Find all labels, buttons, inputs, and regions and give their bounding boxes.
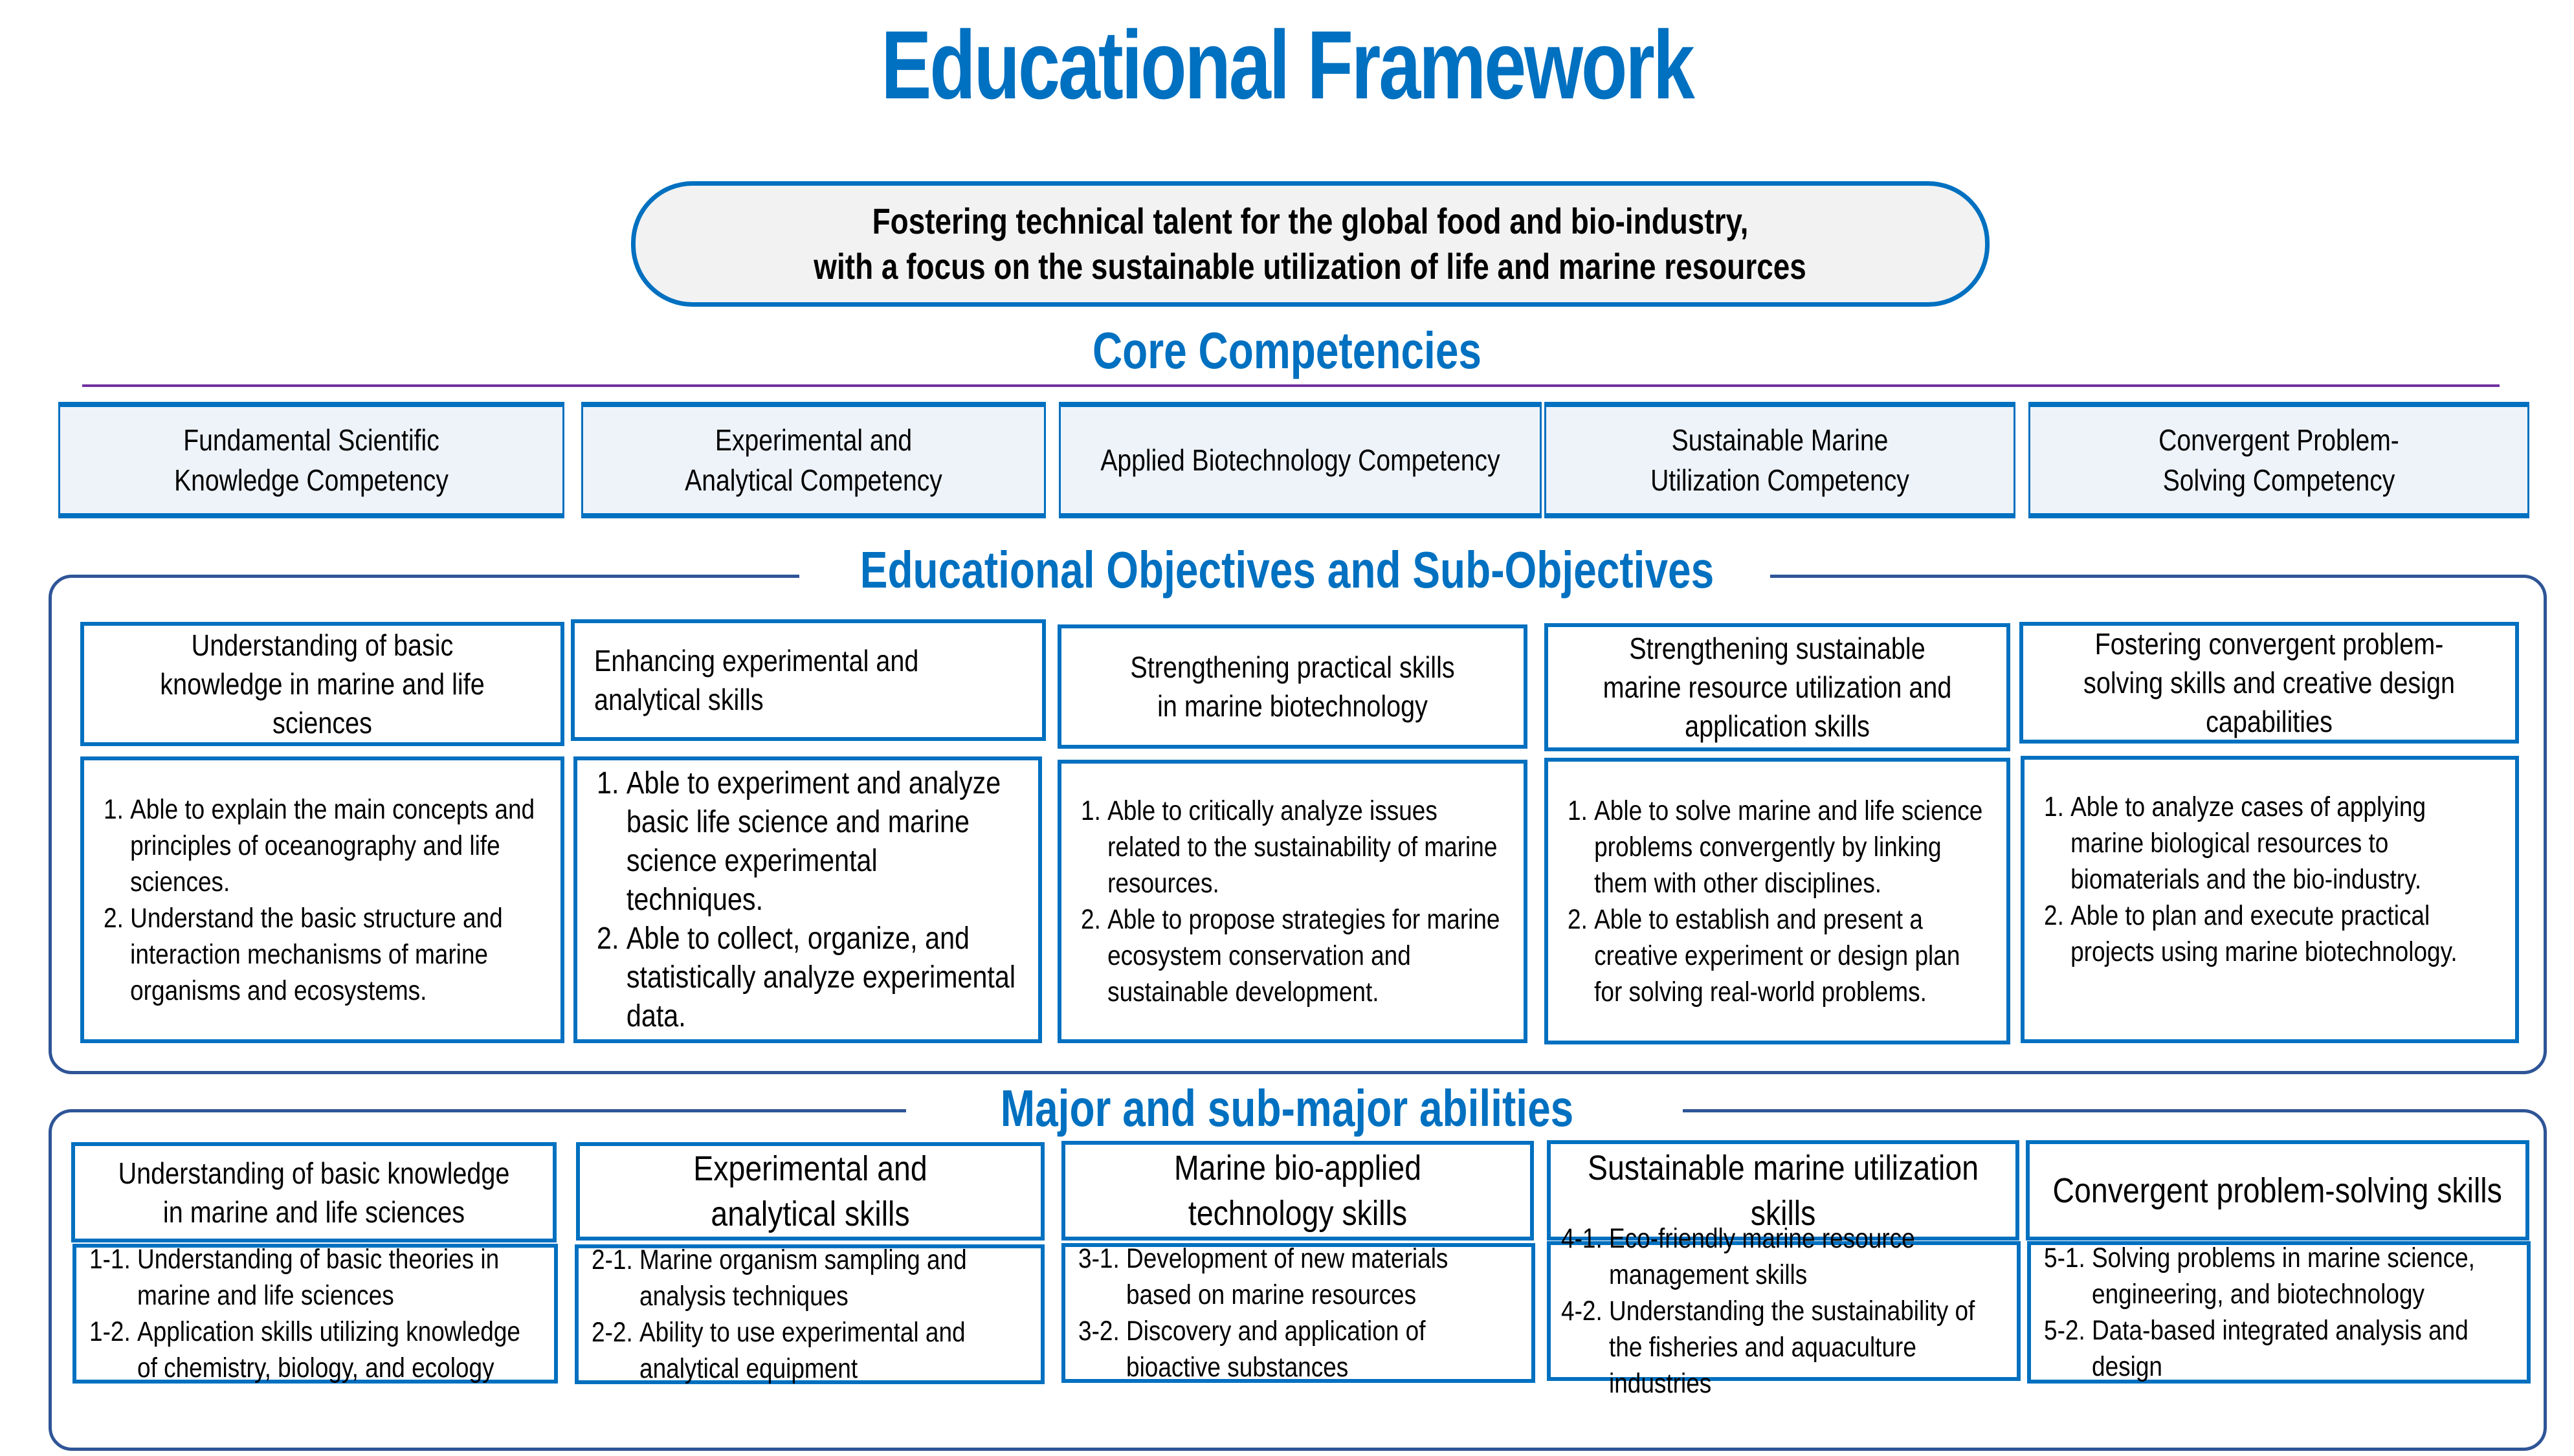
ability-list-5 [2027, 1241, 2531, 1384]
list-item [597, 764, 1017, 920]
list-item [104, 900, 540, 1009]
objective-title-4 [1544, 623, 2010, 751]
item-number: 2-2. [592, 1317, 640, 1348]
item-number: 1. [104, 793, 131, 825]
item-text: Understanding of basic theories in marine and life sciences [137, 1244, 500, 1311]
objective-list-2 [573, 756, 1042, 1043]
item-number: 4-2. [1561, 1296, 1610, 1327]
objective-title-text: Enhancing experimental and analytical skills [594, 644, 919, 716]
item-text: Data-based integrated analysis and design [2092, 1315, 2469, 1382]
page-title: Educational Framework [881, 10, 1693, 119]
item-number: 2-1. [592, 1244, 640, 1275]
ability-title-2 [576, 1142, 1045, 1241]
ability-list-1 [72, 1244, 558, 1384]
core-competency-label: Convergent Problem-Solving Competency [2158, 423, 2399, 497]
item-text: Eco-friendly marine resource management skills [1609, 1223, 1915, 1290]
item-number: 5-2. [2044, 1315, 2092, 1346]
core-competency-label: Applied Biotechnology Competency [1100, 443, 1500, 477]
core-competency-4 [1544, 402, 2015, 518]
item-text: Understanding the sustainability of the fisheries and aquaculture industries [1609, 1296, 1975, 1399]
objective-title-1 [80, 622, 564, 746]
item-text: Discovery and application of bioactive substances [1126, 1316, 1426, 1383]
item-text: Marine organism sampling and analysis techniques [639, 1244, 967, 1312]
list-item [597, 920, 1017, 1036]
list-item [2044, 1312, 2513, 1385]
list-item [2044, 789, 2494, 898]
item-text: Solving problems in marine science, engineering, and biotechnology [2092, 1242, 2475, 1310]
item-number: 1-1. [89, 1244, 138, 1275]
list-item [592, 1314, 1026, 1387]
core-competency-1 [58, 402, 564, 518]
objective-title-2 [571, 619, 1046, 741]
item-number: 1-2. [89, 1316, 138, 1347]
list-item [1568, 793, 1986, 901]
objective-title-text: Strengthening sustainable marine resource utilization and application skills [1603, 632, 1952, 743]
item-text: Ability to use experimental and analytical equipment [639, 1317, 966, 1384]
item-text: Able to solve marine and life science problems convergently by linking them with other disciplines. [1594, 795, 1983, 899]
list-item [89, 1241, 540, 1314]
ability-title-text: Sustainable marine utilization skills [1587, 1148, 1979, 1233]
ability-title-text: Convergent problem-solving skills [2052, 1171, 2503, 1210]
core-competency-label: Experimental and Analytical Competency [685, 423, 942, 497]
core-competency-3 [1059, 402, 1542, 518]
item-text: Able to explain the main concepts and principles of oceanography and life sciences. [130, 793, 535, 898]
item-text: Able to establish and present a creative experiment or design plan for solving real-world problems. [1594, 903, 1960, 1008]
ability-title-text: Experimental and analytical skills [693, 1149, 927, 1233]
item-text: Able to critically analyze issues related to the sustainability of marine resources. [1107, 795, 1498, 899]
section-divider [82, 384, 2500, 387]
objective-list-3 [1058, 760, 1527, 1043]
core-competency-label: Sustainable Marine Utilization Competency [1650, 423, 1909, 497]
item-number: 4-1. [1561, 1223, 1610, 1254]
list-item [104, 791, 540, 900]
ability-title-1 [71, 1142, 557, 1242]
core-competencies-heading: Core Competencies [1092, 322, 1482, 379]
mission-line-2: with a focus on the sustainable utilization of life and marine resources [814, 246, 1807, 287]
mission-line-1: Fostering technical talent for the global food and bio-industry, [872, 201, 1749, 241]
item-text: Able to plan and execute practical projects using marine biotechnology. [2070, 900, 2458, 967]
item-text: Able to experiment and analyze basic life science and marine science experimental techniques. [626, 766, 1001, 917]
list-item [89, 1314, 540, 1386]
list-item [1568, 901, 1986, 1010]
item-text: Able to propose strategies for marine ecosystem conservation and sustainable development. [1107, 904, 1500, 1008]
ability-list-2 [575, 1244, 1045, 1384]
item-number: 1. [2044, 791, 2071, 822]
objective-list-1 [80, 756, 564, 1043]
ability-title-3 [1061, 1141, 1534, 1241]
item-number: 3-1. [1078, 1243, 1127, 1274]
item-number: 2. [1568, 903, 1595, 935]
item-number: 5-1. [2044, 1242, 2092, 1274]
item-number: 2. [1081, 904, 1108, 935]
item-number: 2. [2044, 900, 2071, 931]
abilities-heading: Major and sub-major abilities [1000, 1079, 1574, 1137]
item-text: Understand the basic structure and interaction mechanisms of marine organisms and ecosystems. [130, 902, 503, 1006]
item-text: Able to analyze cases of applying marine biological resources to biomaterials and the bio-industry. [2070, 791, 2426, 895]
ability-list-3 [1061, 1243, 1535, 1383]
core-competency-2 [581, 402, 1046, 518]
list-item [2044, 898, 2494, 970]
list-item [1081, 793, 1503, 901]
list-item [2044, 1240, 2513, 1312]
list-item [1561, 1220, 2005, 1293]
ability-title-text: Understanding of basic knowledge in marine and life sciences [118, 1156, 510, 1229]
objective-title-text: Understanding of basic knowledge in marine and life sciences [160, 628, 485, 740]
item-number: 2. [104, 902, 131, 934]
ability-list-4 [1547, 1223, 2021, 1399]
objective-title-text: Fostering convergent problem-solving skills and creative design capabilities [2083, 627, 2455, 738]
list-item [1078, 1313, 1517, 1385]
item-number: 1. [1081, 795, 1108, 826]
list-item [1561, 1293, 2005, 1402]
list-item [1081, 901, 1503, 1010]
objective-list-4 [1544, 758, 2010, 1044]
objective-title-text: Strengthening practical skills in marine biotechnology [1130, 650, 1455, 723]
list-item [592, 1242, 1026, 1314]
core-competency-5 [2028, 402, 2529, 518]
item-number: 1. [597, 766, 627, 800]
objective-title-3 [1058, 624, 1527, 749]
objective-list-5 [2021, 756, 2519, 1043]
objective-title-5 [2019, 622, 2519, 744]
item-number: 3-2. [1078, 1316, 1127, 1347]
list-item [1078, 1241, 1517, 1313]
mission-statement [631, 181, 1990, 307]
objectives-heading: Educational Objectives and Sub-Objectives [860, 541, 1714, 599]
item-text: Development of new materials based on marine resources [1126, 1243, 1448, 1310]
core-competency-label: Fundamental Scientific Knowledge Competency [174, 423, 449, 497]
item-text: Application skills utilizing knowledge of chemistry, biology, and ecology [137, 1316, 520, 1384]
item-text: Able to collect, organize, and statistically analyze experimental data. [626, 921, 1016, 1033]
item-number: 2. [597, 921, 627, 956]
ability-title-text: Marine bio-applied technology skills [1173, 1149, 1422, 1233]
ability-title-5 [2026, 1140, 2529, 1241]
item-number: 1. [1568, 795, 1595, 826]
